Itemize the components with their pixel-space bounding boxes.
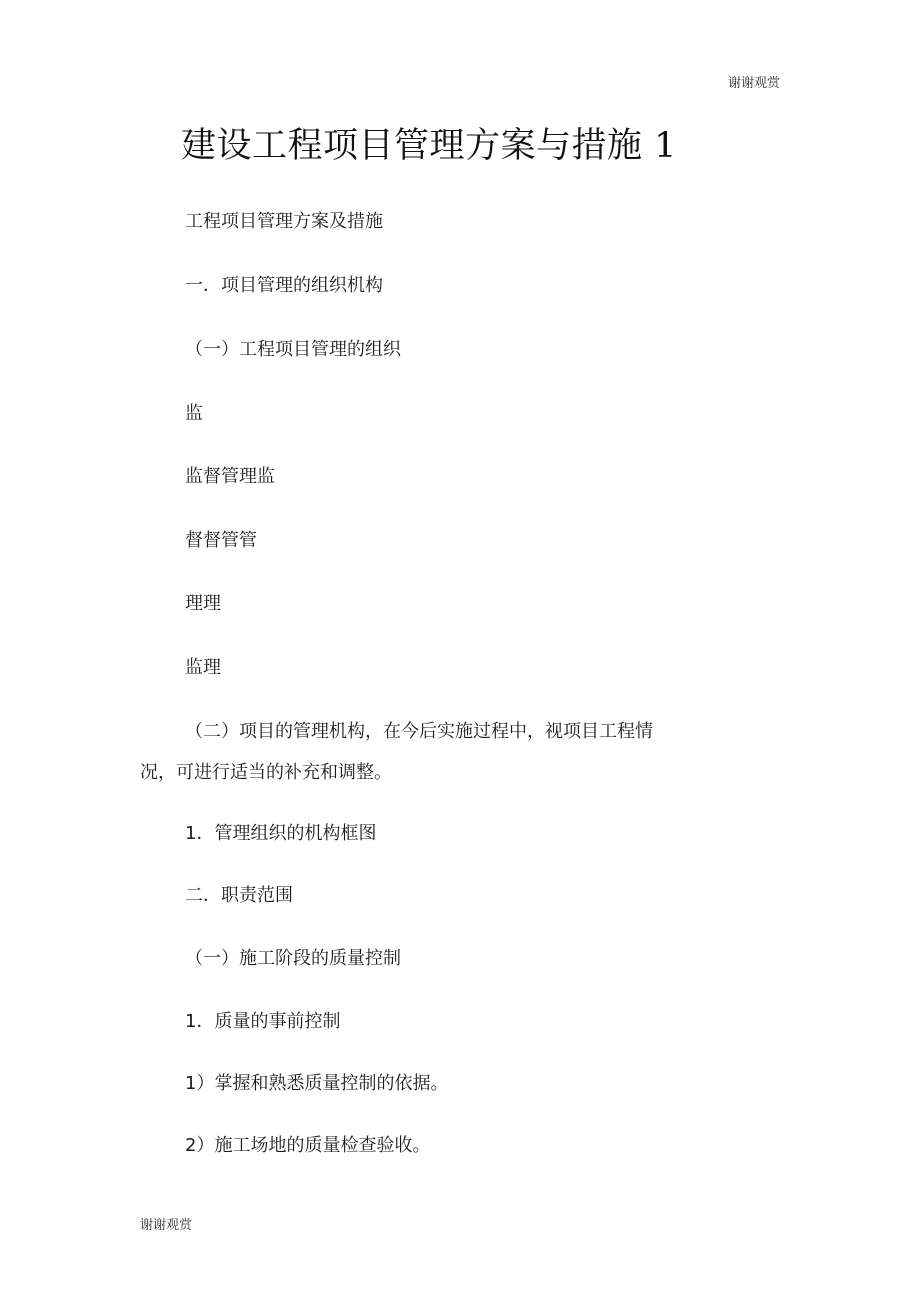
text-line: 监理 bbox=[185, 657, 221, 678]
list-item: 1）掌握和熟悉质量控制的依据。 bbox=[185, 1073, 449, 1094]
section-heading-2: 二．职责范围 bbox=[185, 885, 293, 906]
text-line: 监 bbox=[185, 403, 203, 424]
section-heading-1: 一．项目管理的组织机构 bbox=[185, 275, 383, 296]
list-item: 1．管理组织的机构框图 bbox=[185, 823, 377, 844]
list-item: 2）施工场地的质量检查验收。 bbox=[185, 1135, 431, 1156]
text-line: 理理 bbox=[185, 593, 221, 614]
paragraph-continuation: 况，可进行适当的补充和调整。 bbox=[140, 762, 392, 783]
page-header-note: 谢谢观赏 bbox=[727, 76, 780, 91]
subtitle-line: 工程项目管理方案及措施 bbox=[185, 211, 383, 232]
page-footer-note: 谢谢观赏 bbox=[140, 1218, 193, 1233]
document-title: 建设工程项目管理方案与措施 1 bbox=[181, 126, 677, 166]
text-line: 督督管管 bbox=[185, 530, 257, 551]
subsection-heading-1-1: （一）工程项目管理的组织 bbox=[185, 339, 401, 360]
subsection-heading-2-1: （一）施工阶段的质量控制 bbox=[185, 948, 401, 969]
text-line: 监督管理监 bbox=[185, 466, 275, 487]
paragraph-line: （二）项目的管理机构，在今后实施过程中，视项目工程情 bbox=[185, 721, 653, 742]
list-item: 1．质量的事前控制 bbox=[185, 1011, 341, 1032]
